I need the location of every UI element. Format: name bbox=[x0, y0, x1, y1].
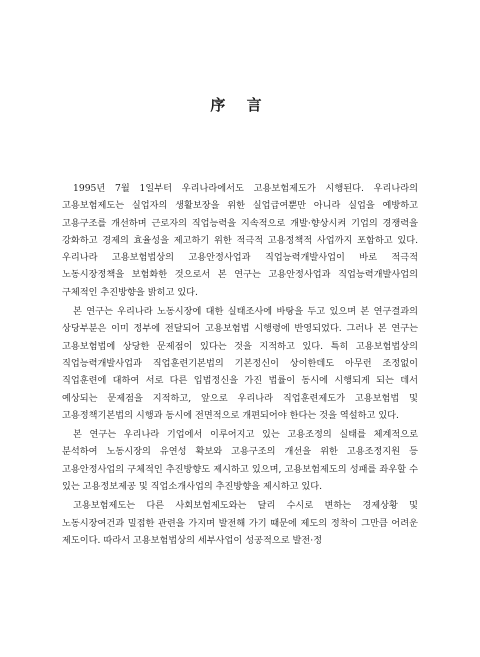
document-body bbox=[62, 180, 418, 549]
paragraph-1: 1995년 7월 1일부터 우리나라에서도 고용보험제도가 시행된다. 우리나라의 고용보험제도는 실업자의 생활보장을 위한 실업급여뿐만 아니라 실업을 예방하고 고용구조를 개선하며 근로자의 직업능력을 지속적으로 개발·향상시켜 기업의 경쟁력을 강화하고 경제의 효율성을 제고하기 위한 적극적 고용정책적 사업까지 포함하고 있다. 우리나라 고용보험법상의 고용안정사업과 직업능력개발사업이 바로 적극적 노동시장정책을 보험화한 것으로서 본 연구는 고용안정사업과 직업능력개발사업의 구체적인 추진방향을 밝히고 있다. bbox=[62, 183, 418, 298]
paragraph-3: 본 연구는 우리나라 기업에서 이루어지고 있는 고용조정의 실태를 체계적으로 분석하여 노동시장의 유연성 확보와 고용구조의 개선을 위한 고용조정지원 등 고용안정사업의 구체적인 추진방향도 제시하고 있으며, 고용보험제도의 성패를 좌우할 수 있는 고용정보제공 및 직업소개사업의 추진방향을 제시하고 있다. bbox=[62, 429, 418, 493]
page-title: 序 言 bbox=[210, 96, 270, 114]
paragraph-4: 고용보험제도는 다른 사회보험제도와는 달리 수시로 변하는 경제상황 및 노동시장여건과 밀접한 관련을 가지며 발전해 가기 때문에 제도의 정착이 그만큼 어려운 제도이다. 따라서 고용보험법상의 세부사업이 성공적으로 발전·정 bbox=[62, 500, 418, 546]
paragraph-2: 본 연구는 우리나라 노동시장에 대한 실태조사에 바탕을 두고 있으며 본 연구결과의 상당부분은 이미 정부에 전달되어 고용보험법 시행령에 반영되었다. 그러나 본 연구는 고용보험법에 상당한 문제점이 있다는 것을 지적하고 있다. 특히 고용보험법상의 직업능력개발사업과 직업훈련기본법의 기본정신이 상이한데도 아무런 조정없이 직업훈련에 대하여 서로 다른 입법정신을 가진 법률이 동시에 시행되게 되는 데서 예상되는 문제점을 지적하고, 앞으로 우리나라 직업훈련제도가 고용보험법 및 고용정책기본법의 시행과 동시에 전면적으로 개편되어야 한다는 것을 역설하고 있다. bbox=[62, 306, 418, 421]
